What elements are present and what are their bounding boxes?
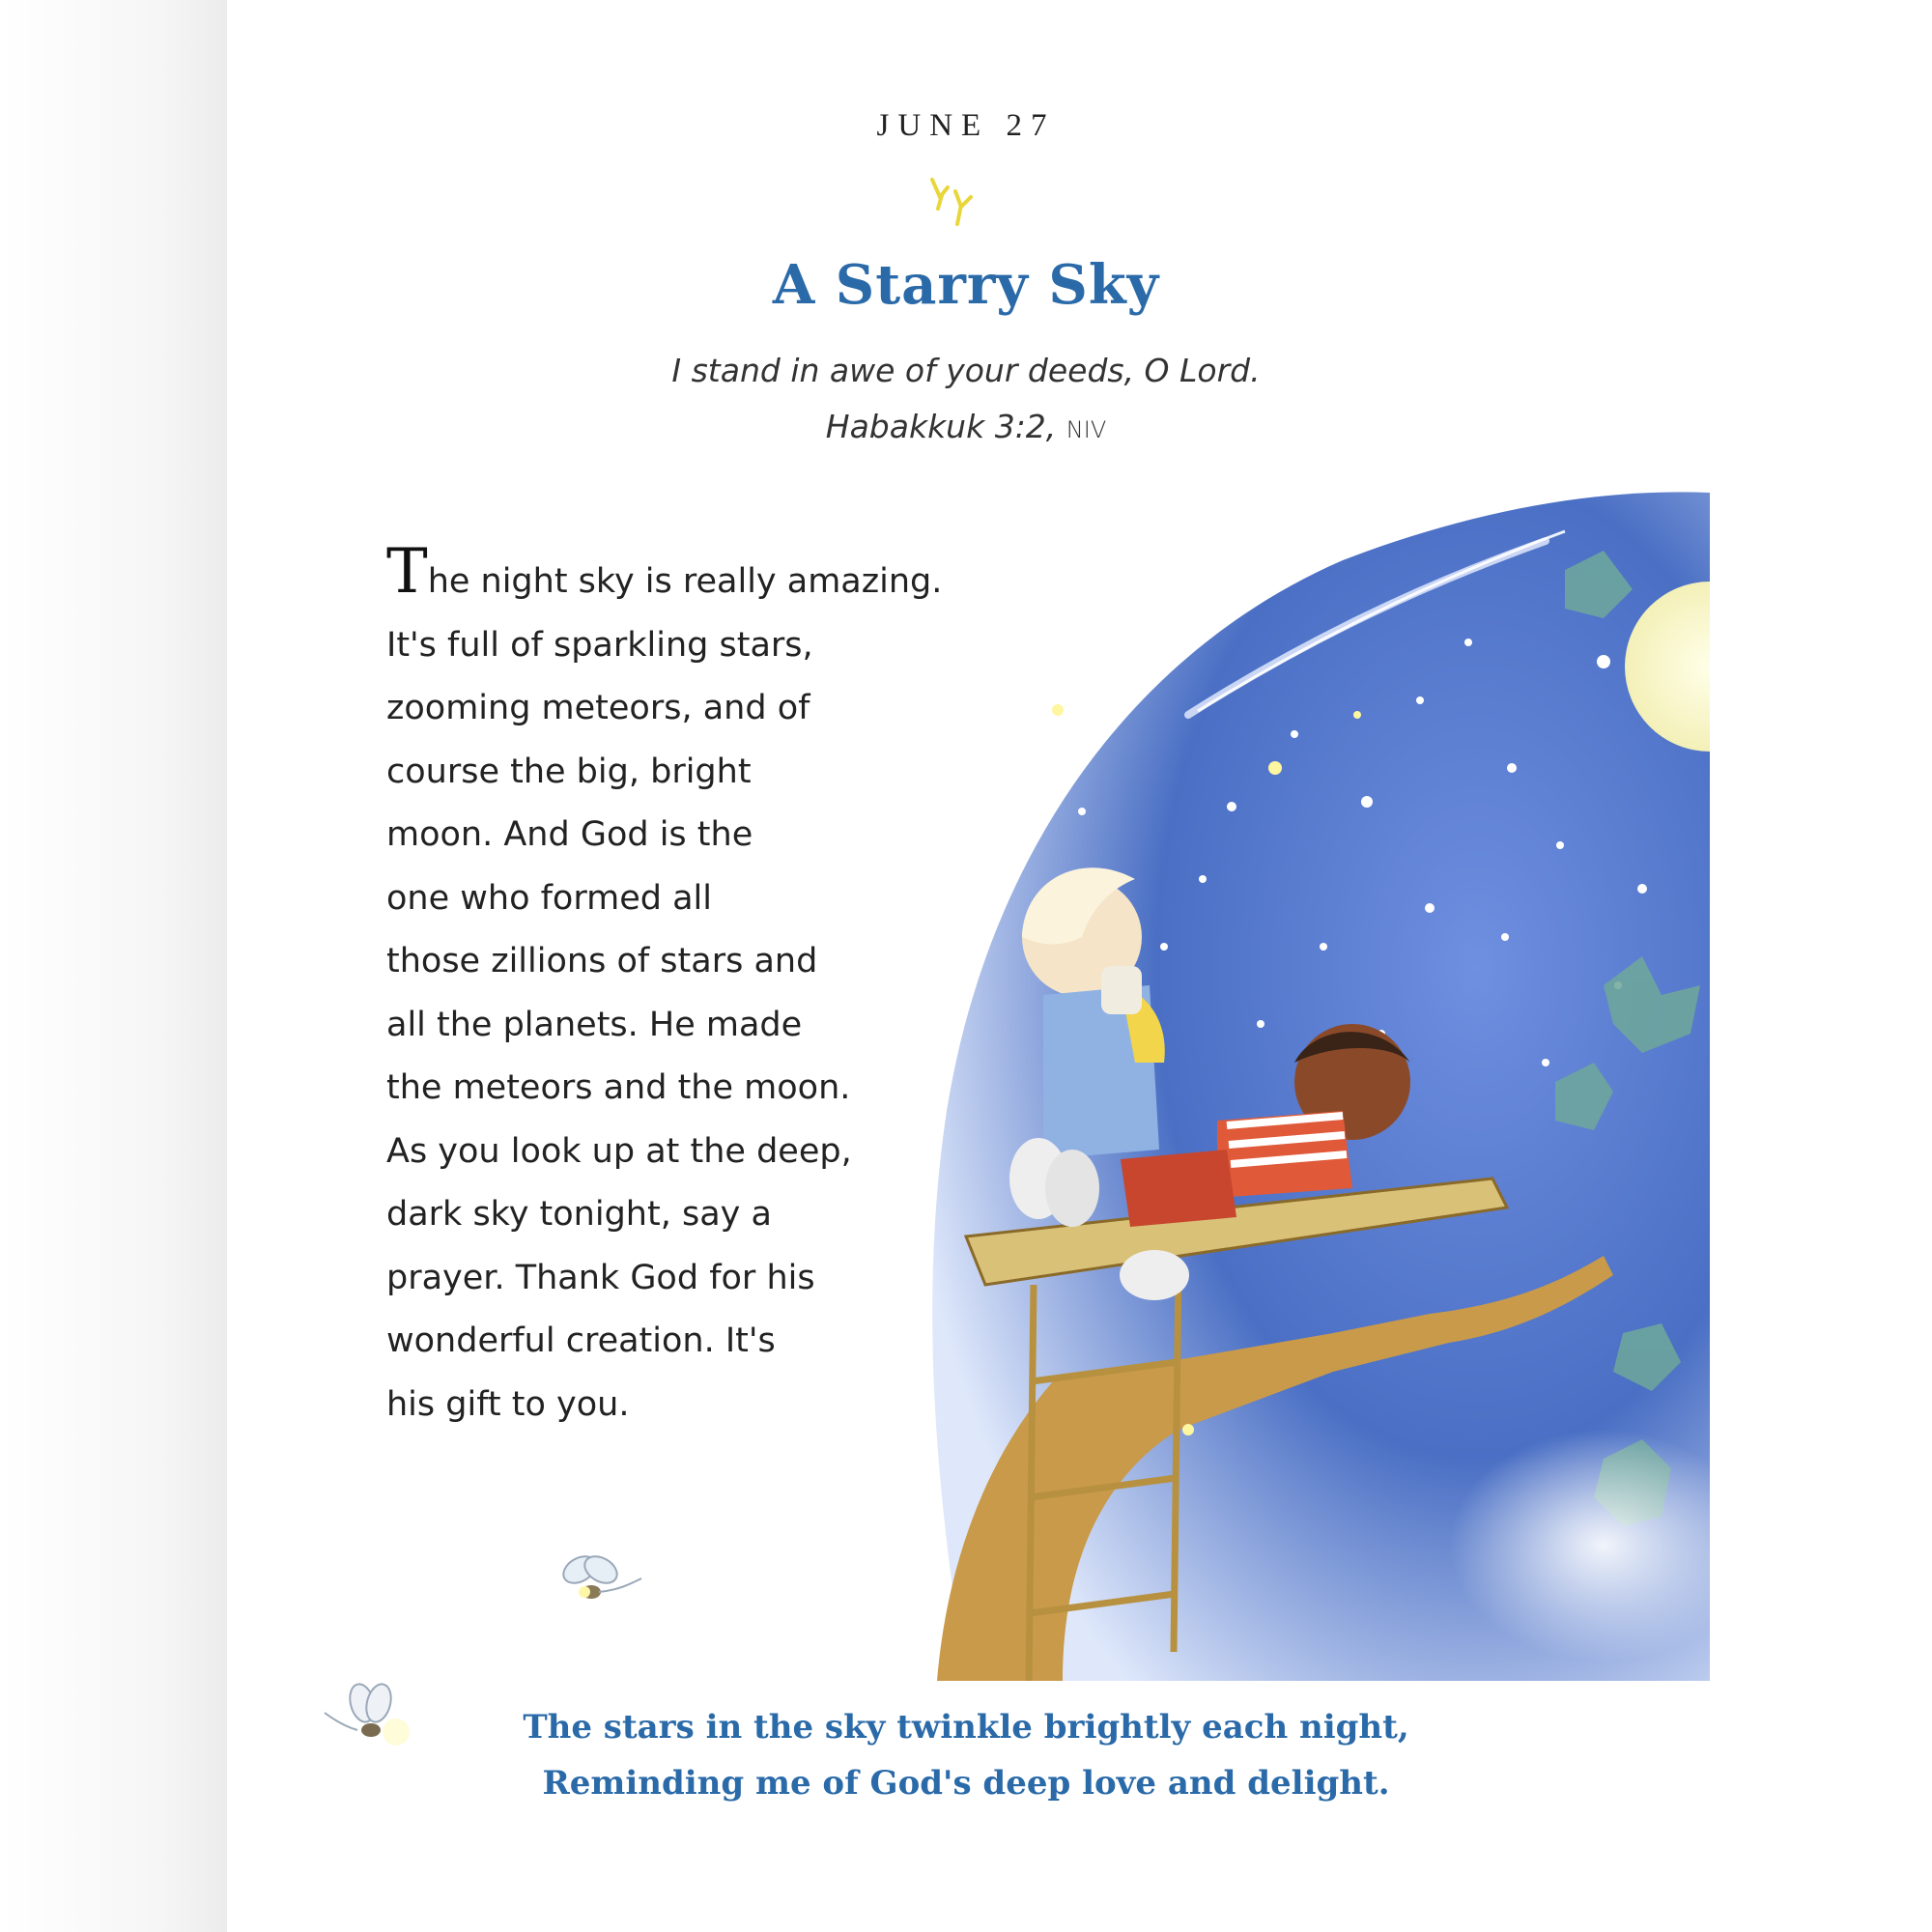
body-line: zooming meteors, and of: [386, 689, 810, 727]
page-title: A Starry Sky: [772, 253, 1160, 317]
rhyme-line-2: Reminding me of God's deep love and delight.: [542, 1764, 1390, 1803]
reference-text: Habakkuk 3:2,: [825, 408, 1057, 445]
page-date: JUNE 27: [876, 108, 1056, 143]
body-line: moon. And God is the: [386, 815, 753, 854]
first-line-text: he night sky is really amazing.: [427, 562, 943, 601]
body-line: all the planets. He made: [386, 1005, 803, 1044]
body-line-first: [386, 536, 966, 614]
rhyme-line-1: The stars in the sky twinkle brightly each night,: [523, 1708, 1409, 1747]
body-line: As you look up at the deep,: [386, 1131, 852, 1171]
body-line: course the big, bright: [386, 752, 752, 791]
night-sky-illustration: [927, 483, 1710, 1681]
body-line: one who formed all: [386, 878, 712, 918]
devotional-body: [386, 536, 966, 1436]
body-line: the meteors and the moon.: [386, 1068, 851, 1107]
firefly-doodle-icon: [541, 1546, 647, 1623]
body-line: It's full of sparkling stars,: [386, 625, 813, 665]
body-line: wonderful creation. It's: [386, 1321, 776, 1360]
scripture-reference: [0, 408, 1932, 445]
bible-version: NIV: [1065, 416, 1107, 443]
body-line: his gift to you.: [386, 1384, 630, 1424]
drop-cap: T: [386, 536, 428, 608]
sprig-ornament-icon: [913, 174, 990, 238]
scripture-verse: I stand in awe of your deeds, O Lord.: [671, 352, 1261, 389]
body-line: dark sky tonight, say a: [386, 1195, 772, 1234]
body-line: prayer. Thank God for his: [386, 1258, 815, 1297]
body-line: those zillions of stars and: [386, 942, 818, 980]
